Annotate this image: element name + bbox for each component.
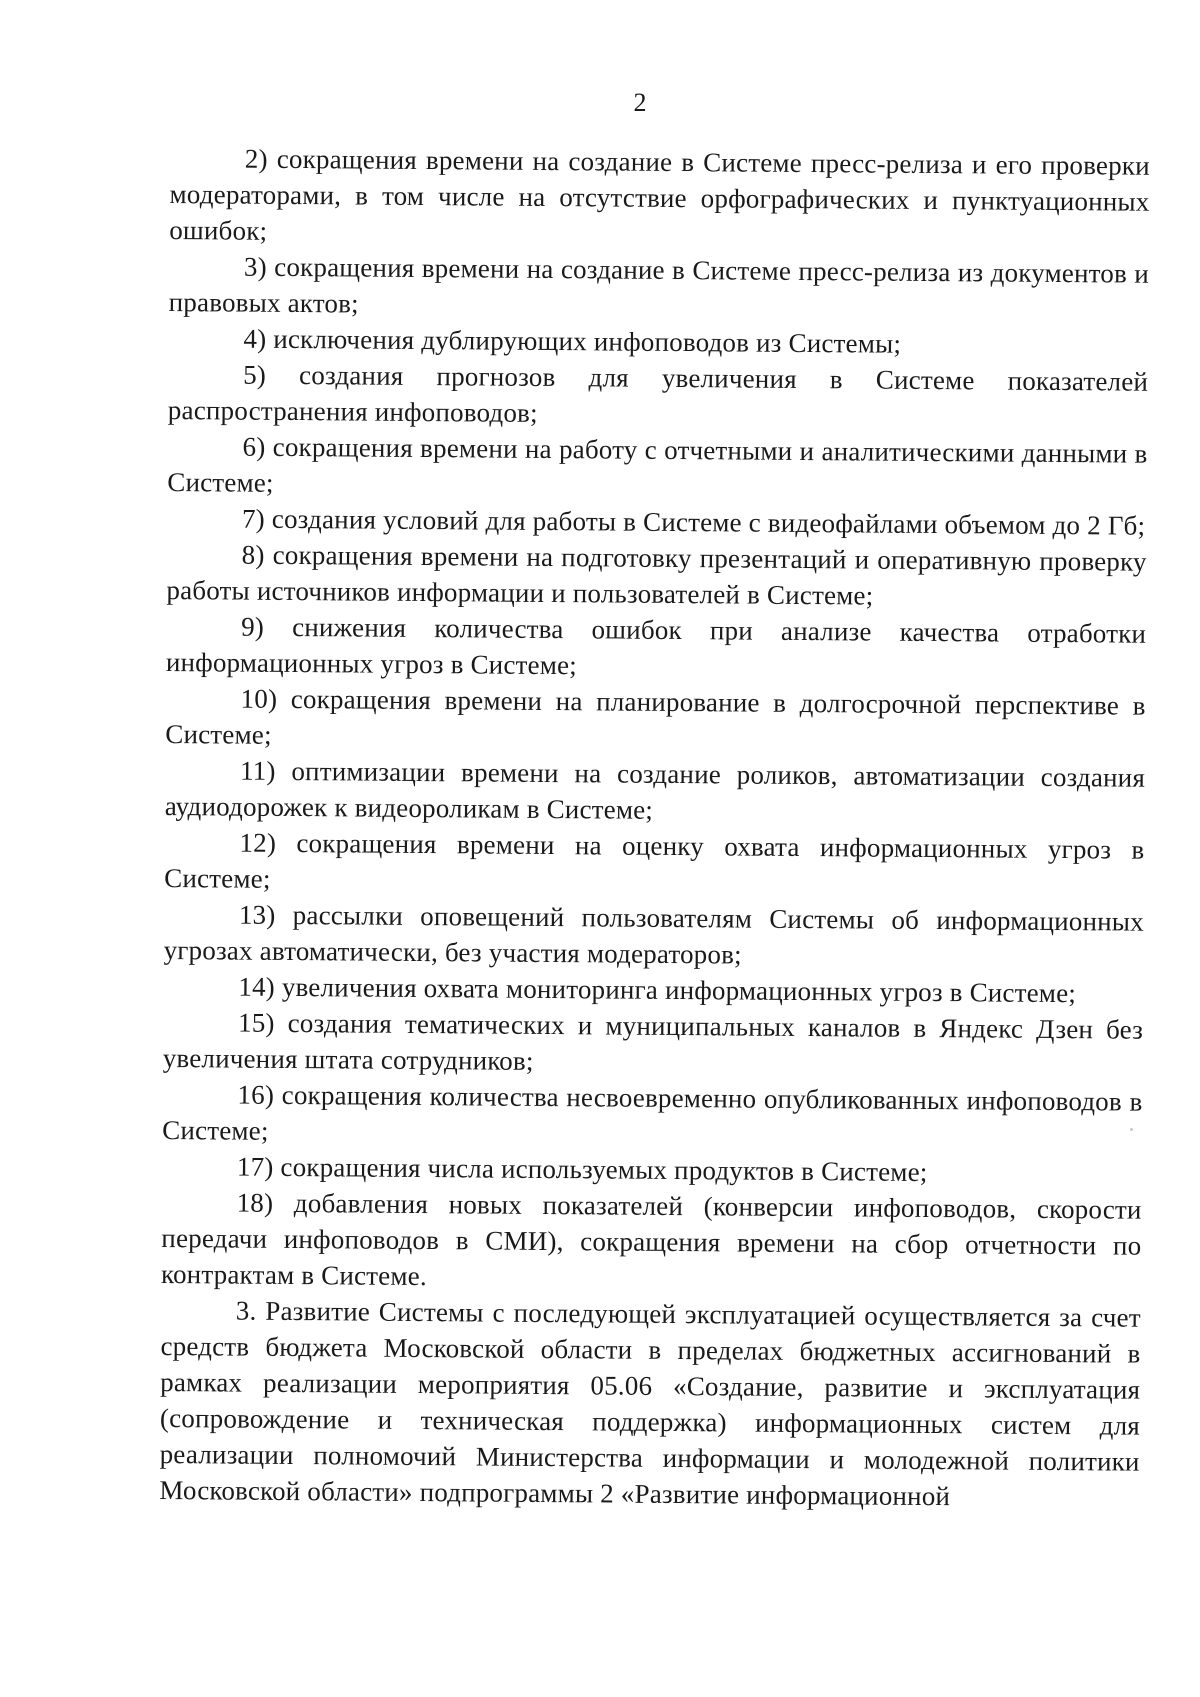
list-item: 11) оптимизации времени на создание роликов, автоматизации создания аудиодорожек к видеороликам в Системе; [164,755,1146,825]
list-item: 3) сокращения времени на создание в Системе пресс-релиза из документов и правовых актов; [168,251,1150,319]
list-item: 18) добавления новых показателей (конверсии инфоповодов, скорости передачи инфоповодов в СМИ), сокращения времени на сбор отчетности по контрактам в Системе. [160,1187,1142,1292]
list-item: 14) увеличения охвата мониторинга информационных угроз в Системе; [238,971,1077,1009]
page-number: 2 [633,88,647,117]
list-item: 8) сокращения времени на подготовку презентаций и оперативную проверку работы источников информации и пользователей в Системе; [166,539,1147,611]
list-item: 4) исключения дублирующих инфоповодов из Системы; [243,323,902,359]
list-item: 12) сокращения времени на оценку охвата информационных угроз в Системе; [164,827,1145,894]
list-item: 10) сокращения времени на планирование в долгосрочной перспективе в Системе; [165,683,1146,750]
list-item: 5) создания прогнозов для увеличения в Системе показателей распространения инфоповодов; [167,359,1149,428]
list-item: 9) снижения количества ошибок при анализе качества отработки информационных угроз в Системе; [165,611,1147,681]
list-item: 17) сокращения числа используемых продуктов в Системе; [236,1151,928,1187]
list-item: 13) рассылки оповещений пользователям Системы об информационных угрозах автоматически, без участия модераторов; [163,899,1145,970]
list-item: 2) сокращения времени на создание в Системе пресс-релиза и его проверки модераторами, в том числе на отсутствие орфографических и пунктуационных ошибок; [169,143,1150,246]
scan-speck [1130,1128,1133,1131]
document-body [159,140,1150,1516]
list-item: 7) создания условий для работы в Системе с видеофайлами объемом до 2 Гб; [241,503,1146,541]
list-item: 16) сокращения количества несвоевременно опубликованных инфоповодов в Системе; [162,1079,1143,1146]
section-paragraph: 3. Развитие Системы с последующей эксплуатацией осуществляется за счет средств бюджета Московской области в пределах бюджетных ассигнований в рамках реализации мероприятия 05.06 «Создание, развитие и эксплуатация (сопровождение и техническая поддержка) информационных систем для реализации полномочий Министерства информации и молодежной политики Московской области» подпрограммы 2 «Развитие информационной [159,1295,1141,1512]
list-item: 6) сокращения времени на работу с отчетными и аналитическими данными в Системе; [167,431,1148,498]
list-item: 15) создания тематических и муниципальных каналов в Яндекс Дзен без увеличения штата сотрудников; [162,1007,1144,1076]
